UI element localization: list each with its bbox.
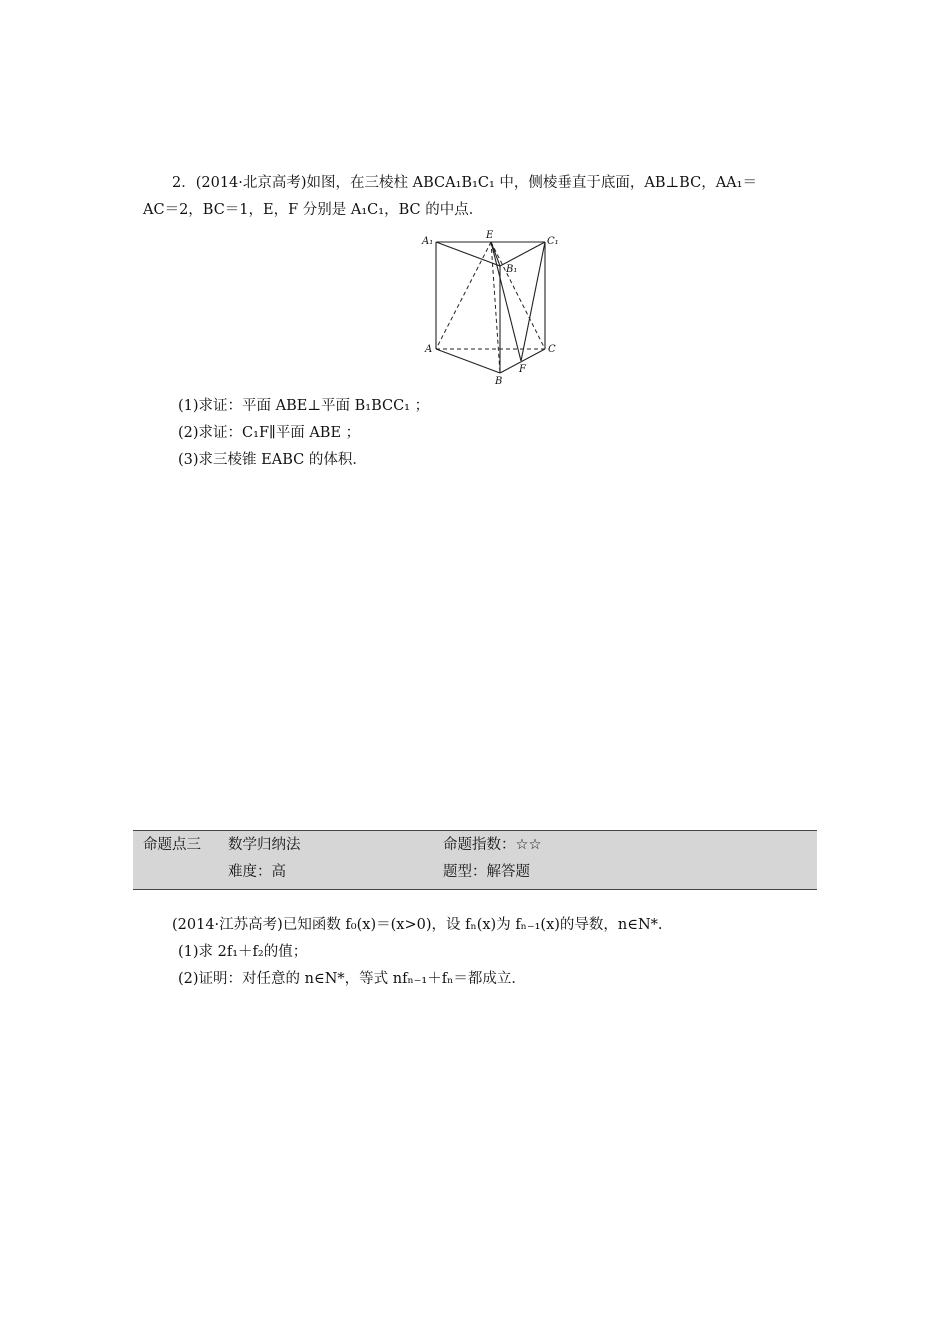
problem3-question2: (2)证明：对任意的 n∈N*，等式 nfₙ₋₁＋fₙ＝都成立． [178,971,526,987]
label-b: B [495,376,503,387]
edge-ab [436,349,500,373]
problem2-line2: AC＝2，BC＝1，E，F 分别是 A₁C₁，BC 的中点． [143,202,484,218]
label-a1: A₁ [422,236,434,247]
label-c1: C₁ [547,236,559,247]
label-c: C [548,344,556,355]
banner-index: 命题指数：☆☆ [443,837,542,853]
segment-c1f [521,242,545,361]
banner-topic-name: 数学归纳法 [228,837,301,853]
label-e: E [486,230,494,241]
label-f: F [519,364,526,375]
banner-topic: 命题点三 [143,837,201,853]
label-b1: B₁ [506,264,518,275]
banner-type: 题型：解答题 [443,864,530,880]
problem3-question1: (1)求 2f₁＋f₂的值； [178,944,308,960]
problem3-line1: (2014·江苏高考)已知函数 f₀(x)＝(x>0)，设 fₙ(x)为 fₙ₋₁(x)的导数，n∈N*. [172,917,663,933]
segment-ea-hidden [436,242,491,349]
segment-ec-hidden [491,242,545,349]
problem2-question1: (1)求证：平面 ABE⊥平面 B₁BCC₁ ； [178,398,430,414]
edge-b1c1 [500,242,545,266]
problem2-question2: (2)求证：C₁F∥平面 ABE ； [178,425,361,441]
banner-difficulty: 难度：高 [228,864,286,880]
topic-banner [133,830,817,890]
edge-a1b1 [436,242,500,266]
problem2-line1: 2．(2014·北京高考)如图，在三棱柱 ABCA₁B₁C₁ 中，侧棱垂直于底面，AB⊥BC，AA₁＝ [172,175,757,191]
prism-figure [420,228,570,388]
label-a: A [425,344,433,355]
problem2-question3: (3)求三棱锥 EABC 的体积． [178,452,367,468]
